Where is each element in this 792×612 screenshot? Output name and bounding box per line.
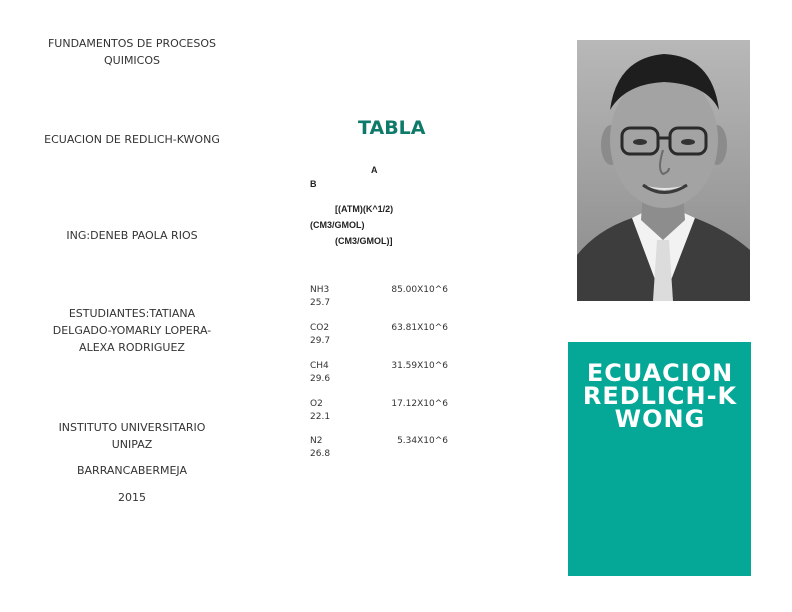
column-a-header: A [371,165,378,175]
value-a: 63.81X10^6 [391,323,448,333]
gas-name: N2 [310,436,323,446]
value-b: 22.1 [310,412,331,422]
students-names: ESTUDIANTES:TATIANA DELGADO-YOMARLY LOPERA-ALEXA RODRIGUEZ [52,307,212,354]
unit-a-label: [(ATM)(K^1/2) [335,204,394,214]
value-b: 29.7 [310,336,331,346]
value-b: 25.7 [310,298,331,308]
table-row [310,360,460,386]
gas-name: CH4 [310,361,329,371]
portrait-photo [577,40,750,301]
unit-cm-label-2: (CM3/GMOL)] [335,236,393,246]
value-a: 31.59X10^6 [391,361,448,371]
column-b-header: B [310,179,317,189]
topic-title: ECUACION DE REDLICH-KWONG [44,133,220,146]
table-row [310,435,460,461]
cover-title: ECUACION REDLICH-KWONG [582,359,738,433]
course-title: FUNDAMENTOS DE PROCESOS QUIMICOS [47,37,217,67]
value-a: 5.34X10^6 [397,436,448,446]
value-a: 17.12X10^6 [391,399,448,409]
table-row [310,398,460,424]
cover-panel [568,342,751,576]
city-name: BARRANCABERMEJA [76,464,188,477]
gas-name: O2 [310,399,323,409]
gas-name: NH3 [310,285,330,295]
gas-name: CO2 [310,323,330,333]
table-row [310,322,460,348]
value-b: 29.6 [310,374,331,384]
teacher-name: ING:DENEB PAOLA RIOS [66,229,198,242]
unit-cm-label: (CM3/GMOL) [310,220,365,230]
table-heading: TABLA [358,117,426,139]
value-a: 85.00X10^6 [391,285,448,295]
year-label: 2015 [118,491,146,504]
value-b: 26.8 [310,449,331,459]
institute-name: INSTITUTO UNIVERSITARIO UNIPAZ [58,421,206,451]
table-row [310,284,460,310]
